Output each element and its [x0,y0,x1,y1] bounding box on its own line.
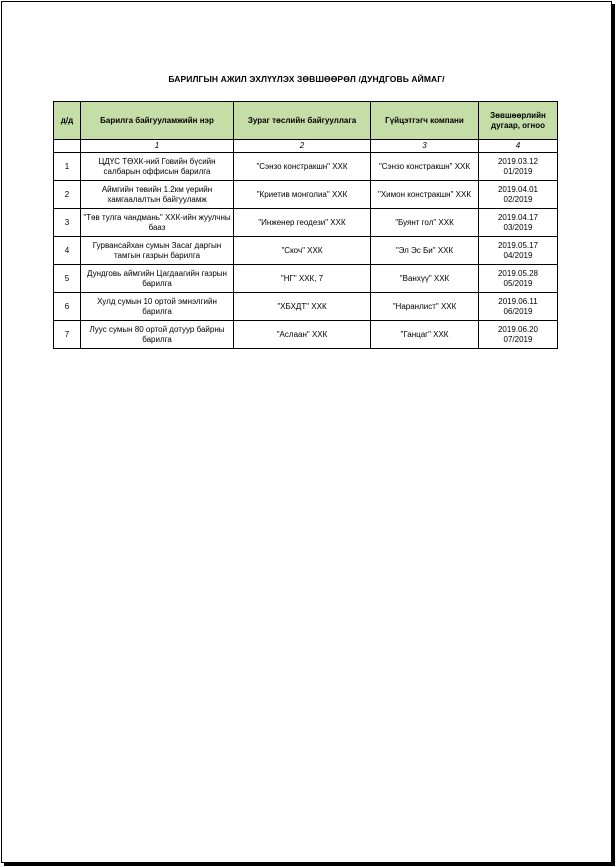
row-index: 2 [54,181,81,209]
row-index: 5 [54,265,81,293]
permit-date: 2019.05.28 [497,268,539,278]
table-row [54,265,558,293]
designer-cell: "Скоч" ХХК [234,237,371,265]
building-name-cell: ЦДҮС ТӨХК-ний Говийн бүсийн салбарын оффисын барилга [81,153,234,181]
column-number: 3 [371,140,479,153]
permit-cell [479,153,558,181]
permit-cell [479,209,558,237]
document-title: БАРИЛГЫН АЖИЛ ЭХЛҮҮЛЭХ ЗӨВШӨӨРӨЛ /ДУНДГОВЬ АЙМАГ/ [168,74,445,84]
permit-date: 2019.05.17 [497,240,539,250]
column-number: 4 [479,140,558,153]
building-name-cell: Аймгийн төвийн 1.2км үерийн хамгаалалтын байгууламж [81,181,234,209]
permit-cell [479,321,558,349]
contractor-cell: "Наранлист" ХХК [371,293,479,321]
contractor-cell: "Ванхүү" ХХК [371,265,479,293]
permit-date: 2019.03.12 [497,156,539,166]
designer-cell: "ХБХДТ" ХХК [234,293,371,321]
contractor-cell: "Эл Эс Би" ХХК [371,237,479,265]
table-row [54,153,558,181]
document-page [1,1,612,863]
permit-number: 05/2019 [503,278,533,288]
row-index: 4 [54,237,81,265]
designer-cell: "Инженер геодези" ХХК [234,209,371,237]
permit-cell [479,293,558,321]
designer-cell: "НГ" ХХК, 7 [234,265,371,293]
permit-cell [479,181,558,209]
contractor-cell: "Ганцаг" ХХК [371,321,479,349]
header-building-name: Барилга байгууламжийн нэр [81,102,234,140]
header-contractor: Гүйцэтгэгч компани [371,102,479,140]
building-name-cell: Дундговь аймгийн Цагдаагийн газрын барилга [81,265,234,293]
designer-cell: "Криетив монголиа" ХХК [234,181,371,209]
permits-table [53,101,558,349]
permit-number: 01/2019 [503,166,533,176]
table-row [54,237,558,265]
column-number: 1 [81,140,234,153]
table-row [54,181,558,209]
contractor-cell: "Буянт гол" ХХК [371,209,479,237]
building-name-cell: Луус сумын 80 ортой дотуур байрны барилга [81,321,234,349]
permit-date: 2019.06.20 [497,324,539,334]
table-header-row [54,102,558,140]
permit-date: 2019.06.11 [498,296,538,306]
column-number-row [54,140,558,153]
header-designer: Зураг төслийн байгууллага [234,102,371,140]
building-name-cell: "Төв тулга чандмань" ХХК-ийн жуулчны бааз [81,209,234,237]
permit-number: 06/2019 [503,306,533,316]
permit-number: 07/2019 [503,334,533,344]
header-permit: Зөвшөөрлийн дугаар, огноо [479,102,558,140]
designer-cell: "Сэнзо констракшн" ХХК [234,153,371,181]
contractor-cell: "Сэнзо констракшн" ХХК [371,153,479,181]
header-index: д/д [54,102,81,140]
designer-cell: "Аслаан" ХХК [234,321,371,349]
permit-cell [479,265,558,293]
permit-number: 03/2019 [503,222,533,232]
contractor-cell: "Химон констракшн" ХХК [371,181,479,209]
building-name-cell: Гурвансайхан сумын Засаг даргын тамгын газрын барилга [81,237,234,265]
permit-number: 04/2019 [503,250,533,260]
permit-cell [479,237,558,265]
building-name-cell: Хулд сумын 10 ортой эмнэлгийн барилга [81,293,234,321]
table-row [54,209,558,237]
row-index: 3 [54,209,81,237]
table-row [54,321,558,349]
permit-number: 02/2019 [503,194,533,204]
row-index: 7 [54,321,81,349]
table-row [54,293,558,321]
permit-date: 2019.04.01 [497,184,539,194]
column-number: 2 [234,140,371,153]
permit-date: 2019.04.17 [497,212,539,222]
row-index: 6 [54,293,81,321]
table-body [54,153,558,349]
row-index: 1 [54,153,81,181]
column-number [54,140,81,153]
